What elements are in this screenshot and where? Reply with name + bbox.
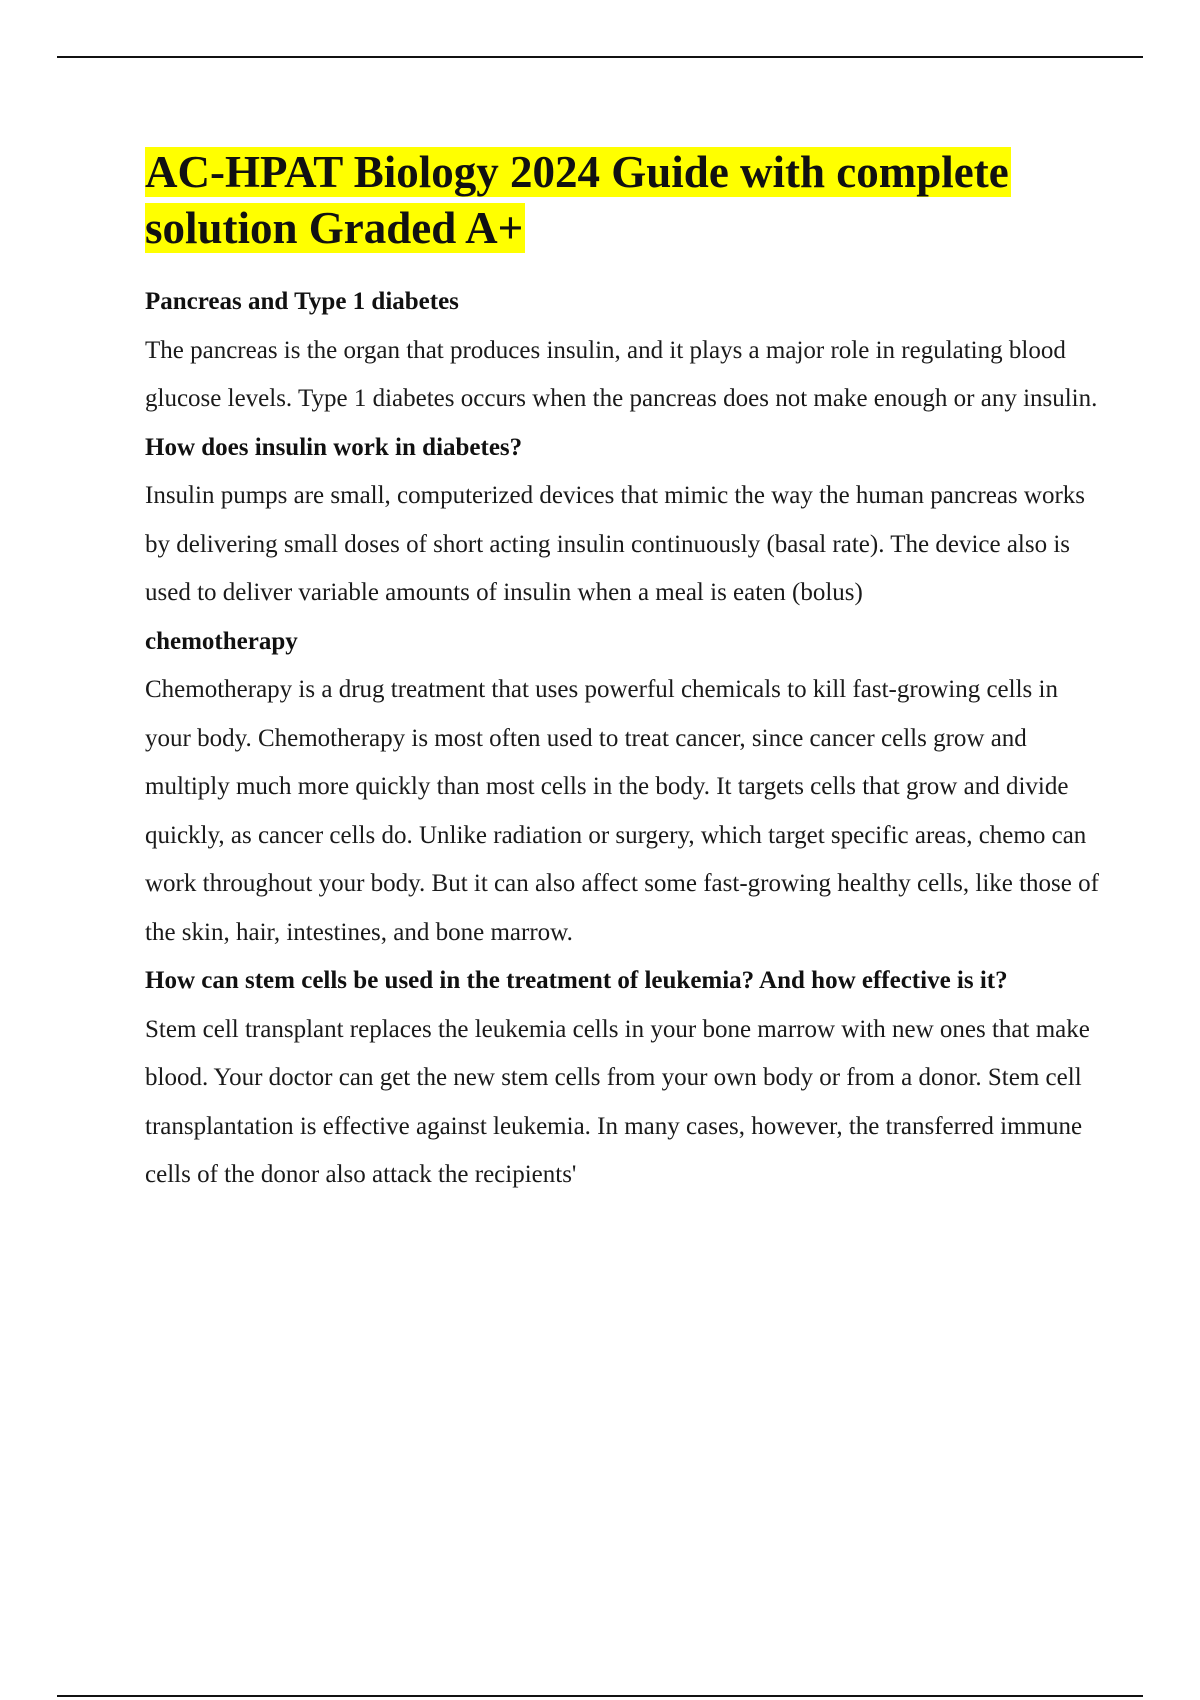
section-heading: How does insulin work in diabetes? bbox=[145, 433, 523, 461]
document-page bbox=[145, 144, 1100, 1200]
section-stem-cells bbox=[145, 957, 1100, 1200]
document-title bbox=[145, 144, 1100, 256]
section-body: Stem cell transplant replaces the leukemia cells in your bone marrow with new ones that make blood. Your doctor can get the new stem cells from your own body or from a donor. Stem cell transplantation is effective against leukemia. In many cases, however, the transferred immune cells of the donor also attack the recipients' bbox=[145, 1015, 1090, 1188]
section-heading: How can stem cells be used in the treatment of leukemia? And how effective is it? bbox=[145, 967, 1008, 994]
section-body: The pancreas is the organ that produces insulin, and it plays a major role in regulating blood glucose levels. Type 1 diabetes occurs when the pancreas does not make enough or any insulin. bbox=[145, 336, 1098, 412]
section-pancreas bbox=[145, 278, 1100, 424]
section-heading: chemotherapy bbox=[145, 627, 298, 655]
highlighted-title-text: AC-HPAT Biology 2024 Guide with complete solution Graded A+ bbox=[145, 147, 1009, 253]
section-body: Chemotherapy is a drug treatment that uses powerful chemicals to kill fast-growing cells in your body. Chemotherapy is most often used to treat cancer, since cancer cells grow and multiply much more quickly than most cells in the body. It targets cells that grow and divide quickly, as cancer cells do. Unlike radiation or surgery, which target specific areas, chemo can work throughout your body. But it can also affect some fast-growing healthy cells, like those of the skin, hair, intestines, and bone marrow. bbox=[145, 676, 1099, 946]
section-insulin bbox=[145, 424, 1100, 618]
footer-rule bbox=[57, 1695, 1143, 1697]
section-heading: Pancreas and Type 1 diabetes bbox=[145, 288, 459, 315]
header-rule bbox=[57, 56, 1143, 58]
section-body: Insulin pumps are small, computerized devices that mimic the way the human pancreas works by delivering small doses of short acting insulin continuously (basal rate). The device also is used to deliver variable amounts of insulin when a meal is eaten (bolus) bbox=[145, 482, 1086, 606]
section-chemotherapy bbox=[145, 618, 1100, 958]
